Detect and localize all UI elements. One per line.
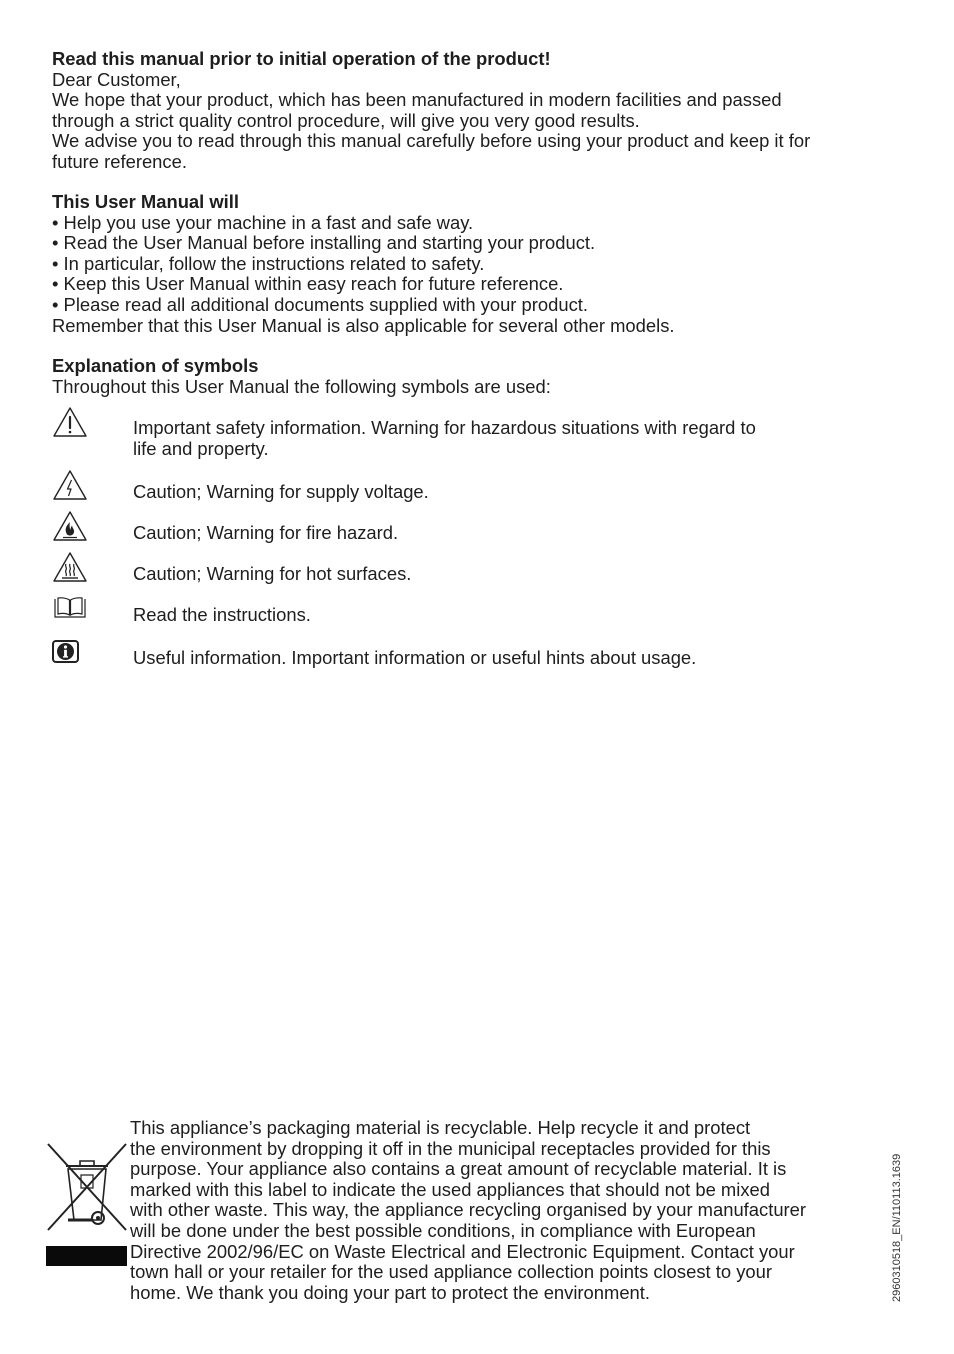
symbol-row-warning [52, 418, 872, 462]
fire-hazard-icon [52, 510, 88, 547]
crossed-bin-icon [46, 1142, 128, 1237]
symbol-description-line: Caution; Warning for supply voltage. [133, 481, 429, 502]
manual-will-item: • In particular, follow the instructions related to safety. [52, 252, 485, 274]
weee-black-bar [46, 1246, 127, 1266]
recycling-line: This appliance’s packaging material is recyclable. Help recycle it and protect [130, 1117, 751, 1138]
book-icon [52, 597, 88, 626]
symbol-description-line: Read the instructions. [133, 604, 311, 625]
symbol-row-hot-surface [52, 564, 872, 588]
manual-will-item: • Help you use your machine in a fast and safe way. [52, 211, 474, 233]
symbol-description [133, 418, 853, 459]
symbol-description-line: life and property. [133, 437, 269, 459]
symbol-description [133, 648, 853, 669]
symbol-description [133, 564, 853, 585]
symbol-description-line: Useful information. Important information or useful hints about usage. [133, 647, 697, 668]
intro-line: Dear Customer, [52, 68, 181, 90]
symbol-description-line: Caution; Warning for fire hazard. [133, 522, 399, 543]
manual-will-heading: This User Manual will [52, 191, 240, 212]
manual-will-note: Remember that this User Manual is also applicable for several other models. [52, 314, 675, 336]
recycling-line: purpose. Your appliance also contains a great amount of recyclable material. It is [130, 1158, 787, 1180]
symbol-row-read-instructions [52, 605, 872, 629]
manual-will-item: • Please read all additional documents supplied with your product. [52, 293, 588, 315]
symbols-intro: Throughout this User Manual the following symbols are used: [52, 375, 551, 397]
symbol-description-line: Important safety information. Warning for hazardous situations with regard to [133, 417, 756, 438]
hot-surface-icon [52, 551, 88, 588]
symbols-heading: Explanation of symbols [52, 355, 259, 376]
intro-line: through a strict quality control procedure, will give you very good results. [52, 109, 640, 131]
symbol-row-useful-info [52, 648, 872, 672]
recycling-line: will be done under the best possible conditions, in compliance with European [130, 1219, 756, 1241]
recycling-text [130, 1118, 870, 1303]
recycling-line: Directive 2002/96/EC on Waste Electrical and Electronic Equipment. Contact your [130, 1240, 795, 1262]
electric-hazard-icon [52, 469, 88, 506]
manual-will-section [52, 192, 892, 336]
info-icon [52, 640, 80, 669]
warning-triangle-icon [52, 406, 88, 443]
recycling-line: the environment by dropping it off in the municipal receptacles provided for this [130, 1137, 771, 1159]
recycling-line: town hall or your retailer for the used appliance collection points closest to your [130, 1261, 772, 1283]
symbol-row-voltage [52, 482, 872, 506]
recycling-line: marked with this label to indicate the used appliances that should not be mixed [130, 1178, 770, 1200]
symbol-description [133, 523, 853, 544]
manual-will-item: • Keep this User Manual within easy reach for future reference. [52, 273, 564, 295]
symbol-row-fire [52, 523, 872, 547]
intro-line: We advise you to read through this manual carefully before using your product and keep it for [52, 130, 811, 152]
symbol-description [133, 482, 853, 503]
manual-will-item: • Read the User Manual before installing and starting your product. [52, 232, 596, 254]
intro-section [52, 49, 892, 173]
recycling-line: home. We thank you doing your part to protect the environment. [130, 1281, 651, 1303]
symbol-description [133, 605, 853, 626]
recycling-line: with other waste. This way, the appliance recycling organised by your manufacturer [130, 1199, 807, 1221]
symbols-section [52, 356, 892, 397]
intro-line: future reference. [52, 150, 187, 172]
symbol-description-line: Caution; Warning for hot surfaces. [133, 563, 412, 584]
document-id: 2960310518_EN/110113.1639 [891, 1153, 903, 1302]
intro-line: We hope that your product, which has been manufactured in modern facilities and passed [52, 89, 782, 111]
intro-heading: Read this manual prior to initial operation of the product! [52, 48, 551, 69]
